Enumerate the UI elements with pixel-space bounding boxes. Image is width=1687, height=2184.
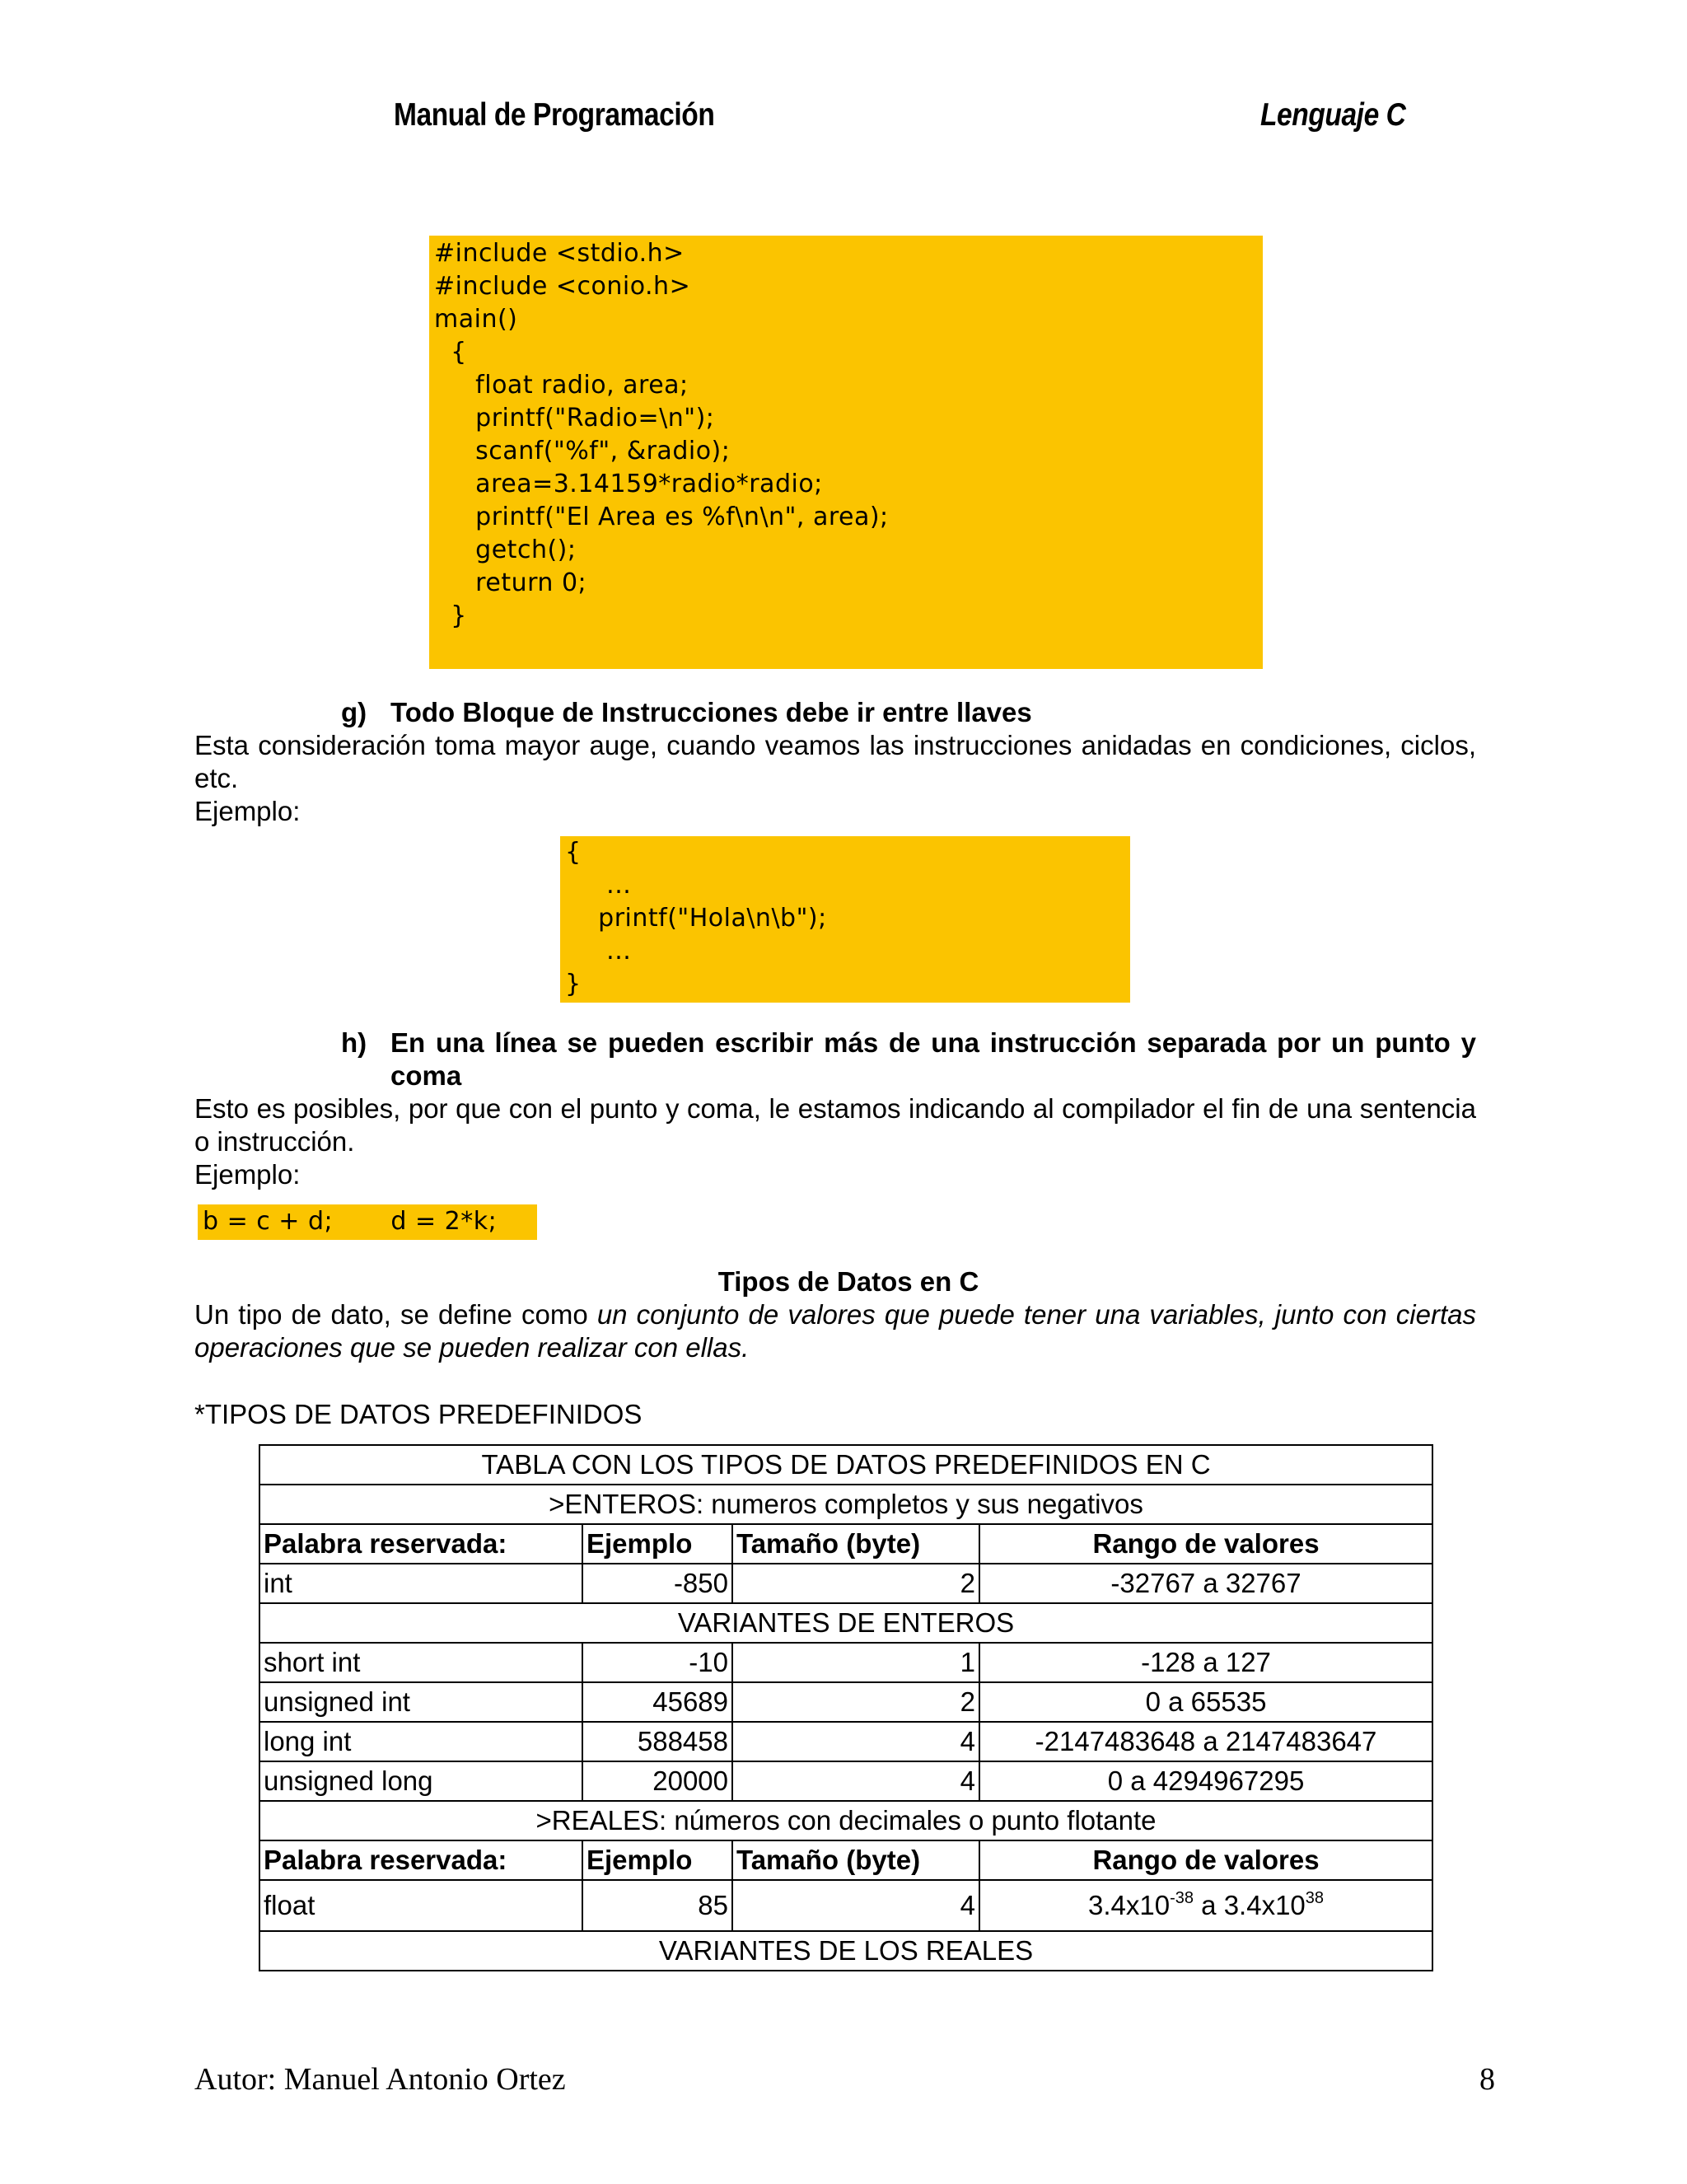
code-line: } bbox=[434, 601, 467, 630]
table-cell: 85 bbox=[582, 1880, 732, 1931]
code-line: return 0; bbox=[434, 568, 587, 597]
range-exponent: -38 bbox=[1170, 1889, 1194, 1907]
code-block-braces-example bbox=[560, 836, 1130, 1003]
table-enteros-row-cell: >ENTEROS: numeros completos y sus negativos bbox=[259, 1485, 1432, 1524]
table-title-row-cell: TABLA CON LOS TIPOS DE DATOS PREDEFINIDOS EN C bbox=[259, 1445, 1432, 1485]
table-header-cell: Tamaño (byte) bbox=[732, 1840, 979, 1880]
table-cell: 1 bbox=[732, 1643, 979, 1682]
table-cell: -128 a 127 bbox=[979, 1643, 1432, 1682]
section-g-marker: g) bbox=[341, 697, 367, 727]
table-reales-row bbox=[259, 1801, 1432, 1840]
table-cell: 4 bbox=[732, 1722, 979, 1761]
table-header-cell: Ejemplo bbox=[582, 1524, 732, 1564]
code-line: ... bbox=[565, 937, 632, 966]
table-cell: short int bbox=[259, 1643, 582, 1682]
footer-author: Autor: Manuel Antonio Ortez bbox=[194, 2062, 566, 2097]
table-variantes-reales-row bbox=[259, 1931, 1432, 1971]
tipos-definition-plain: Un tipo de dato, se define como bbox=[194, 1299, 597, 1330]
table-cell-range bbox=[979, 1880, 1432, 1931]
table-cell: -32767 a 32767 bbox=[979, 1564, 1432, 1603]
table-cell: 4 bbox=[732, 1880, 979, 1931]
table-header-cell: Tamaño (byte) bbox=[732, 1524, 979, 1564]
code-line: ... bbox=[565, 871, 632, 900]
data-types-table bbox=[259, 1444, 1433, 1971]
table-reales-row-cell: >REALES: números con decimales o punto flotante bbox=[259, 1801, 1432, 1840]
table-cell: 0 a 65535 bbox=[979, 1682, 1432, 1722]
table-header-row bbox=[259, 1524, 1432, 1564]
table-row bbox=[259, 1682, 1432, 1722]
table-header-cell: Rango de valores bbox=[979, 1840, 1432, 1880]
table-cell: unsigned int bbox=[259, 1682, 582, 1722]
code-line: float radio, area; bbox=[434, 371, 689, 400]
tipos-definition-line2: operaciones que se pueden realizar con ellas. bbox=[194, 1332, 750, 1363]
range-exponent: 38 bbox=[1305, 1889, 1325, 1907]
table-row bbox=[259, 1564, 1432, 1603]
range-text: a 3.4x10 bbox=[1194, 1890, 1306, 1920]
section-g-example-label: Ejemplo: bbox=[194, 796, 301, 826]
code-line: printf("Hola\n\b"); bbox=[565, 904, 827, 933]
table-row bbox=[259, 1643, 1432, 1682]
table-row bbox=[259, 1880, 1432, 1931]
table-cell: 588458 bbox=[582, 1722, 732, 1761]
section-h-example-label: Ejemplo: bbox=[194, 1159, 301, 1190]
section-h-marker: h) bbox=[341, 1027, 367, 1058]
table-header-cell: Rango de valores bbox=[979, 1524, 1432, 1564]
footer-page-number: 8 bbox=[1479, 2062, 1495, 2097]
table-cell: 0 a 4294967295 bbox=[979, 1761, 1432, 1801]
table-cell: int bbox=[259, 1564, 582, 1603]
table-cell: long int bbox=[259, 1722, 582, 1761]
table-header-cell: Palabra reservada: bbox=[259, 1524, 582, 1564]
table-cell: 20000 bbox=[582, 1761, 732, 1801]
table-header-cell: Ejemplo bbox=[582, 1840, 732, 1880]
code-line: printf("Radio=\n"); bbox=[434, 404, 715, 433]
table-enteros-row bbox=[259, 1485, 1432, 1524]
code-line: scanf("%f", &radio); bbox=[434, 437, 731, 465]
table-cell: 4 bbox=[732, 1761, 979, 1801]
section-h-title-line1: En una línea se pueden escribir más de una instrucción separada por un punto y bbox=[390, 1027, 1476, 1058]
code-line: { bbox=[565, 838, 582, 867]
table-cell: 2 bbox=[732, 1564, 979, 1603]
table-cell: float bbox=[259, 1880, 582, 1931]
code-line: getch(); bbox=[434, 535, 577, 564]
section-g-paragraph-line1: Esta consideración toma mayor auge, cuando veamos las instrucciones anidadas en condiciones, ciclos, bbox=[194, 730, 1476, 760]
range-text: 3.4x10 bbox=[1088, 1890, 1171, 1920]
section-g-title: Todo Bloque de Instrucciones debe ir entre llaves bbox=[390, 697, 1032, 727]
table-header-row bbox=[259, 1840, 1432, 1880]
tipos-heading: Tipos de Datos en C bbox=[717, 1266, 979, 1297]
table-cell: -2147483648 a 2147483647 bbox=[979, 1722, 1432, 1761]
header-subject: Lenguaje C bbox=[1260, 97, 1406, 133]
code-line: main() bbox=[434, 305, 518, 334]
code-line: #include <conio.h> bbox=[434, 272, 691, 301]
header-title: Manual de Programación bbox=[394, 97, 715, 133]
section-g-paragraph-line2: etc. bbox=[194, 763, 239, 793]
table-cell: unsigned long bbox=[259, 1761, 582, 1801]
table-row bbox=[259, 1761, 1432, 1801]
table-variantes-enteros-row bbox=[259, 1603, 1432, 1643]
code-line: b = c + d; d = 2*k; bbox=[203, 1207, 498, 1236]
tipos-subheading: *TIPOS DE DATOS PREDEFINIDOS bbox=[194, 1399, 643, 1429]
table-cell: -850 bbox=[582, 1564, 732, 1603]
code-line: } bbox=[565, 970, 582, 998]
code-line: { bbox=[434, 338, 467, 367]
table-cell: 2 bbox=[732, 1682, 979, 1722]
table-variantes-reales-row-cell: VARIANTES DE LOS REALES bbox=[259, 1931, 1432, 1971]
section-h-paragraph-line1: Esto es posibles, por que con el punto y coma, le estamos indicando al compilador el fin de una sentencia bbox=[194, 1093, 1476, 1124]
tipos-definition-italic: un conjunto de valores que puede tener una variables, junto con ciertas bbox=[596, 1299, 1476, 1330]
table-variantes-enteros-row-cell: VARIANTES DE ENTEROS bbox=[259, 1603, 1432, 1643]
code-line: area=3.14159*radio*radio; bbox=[434, 470, 823, 498]
code-line: printf("El Area es %f\n\n", area); bbox=[434, 503, 889, 531]
code-line: #include <stdio.h> bbox=[434, 239, 685, 268]
tipos-definition-line1 bbox=[194, 1298, 1476, 1331]
table-cell: 45689 bbox=[582, 1682, 732, 1722]
code-block-area-program bbox=[429, 236, 1263, 669]
section-h-title-line2: coma bbox=[390, 1060, 462, 1091]
code-block-semicolon-example bbox=[198, 1204, 537, 1240]
table-cell: -10 bbox=[582, 1643, 732, 1682]
table-row bbox=[259, 1722, 1432, 1761]
section-h-paragraph-line2: o instrucción. bbox=[194, 1126, 355, 1157]
table-title-row bbox=[259, 1445, 1432, 1485]
table-header-cell: Palabra reservada: bbox=[259, 1840, 582, 1880]
